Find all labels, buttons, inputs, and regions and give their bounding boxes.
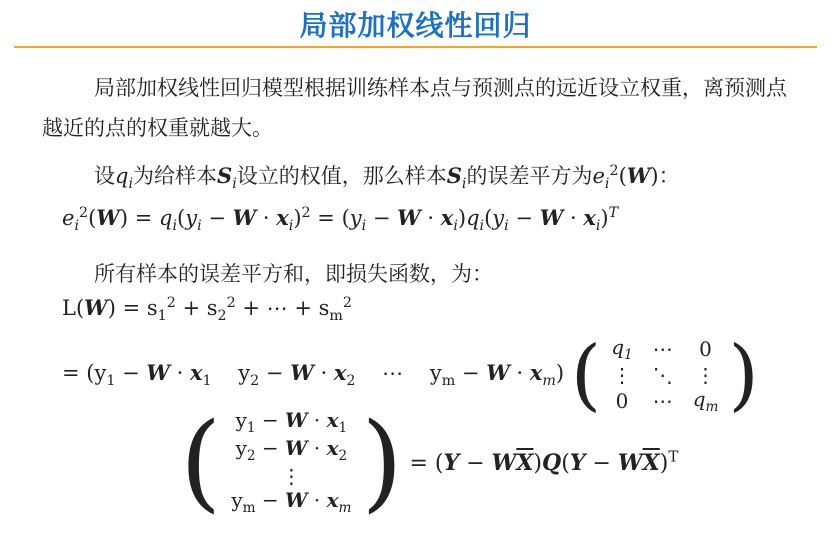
matrix-form-equation: = ($y_1 - W \cdot x_1$ $y_2 - W \cdot x_2$ ⋯ $y_m - W \cdot x_m$) ( $q_1$ ⋯ 0 ⋮ ⋱ ⋮ 0 ⋯ $q_m$ ) (62, 330, 759, 420)
weight-definition-line: 设$q_i$为给样本$S_i$设立的权值，那么样本$S_i$的误差平方为$e_i^2(W)$： (94, 163, 680, 193)
slide-title: 局部加权线性回归 (299, 9, 532, 42)
intro-paragraph: 局部加权线性回归模型根据训练样本点与预测点的远近设立权重，离预测点越近的点的权重就越大。 (42, 76, 787, 140)
loss-sum-equation: $L(W) = s_1^2 + s_2^2$ + ⋯ + $s_m^2$ (62, 295, 352, 325)
title-underline (14, 46, 817, 48)
loss-intro-text: 所有样本的误差平方和，即损失函数，为： (94, 262, 493, 286)
column-vector-equation: ( $y_1 - W \cdot x_1$ $y_2 - W \cdot x_2$ ⋮ $y_m - W \cdot x_m$ ) = $(Y - W\overline{X})Q(Y - W\overline{X})^T$ (180, 400, 679, 523)
residual-column-vector: ( $y_1 - W \cdot x_1$ $y_2 - W \cdot x_2$ ⋮ $y_m - W \cdot x_m$ ) (180, 400, 403, 523)
error-squared-equation: $e_i^2(W) = q_i(y_i - W \cdot x_i)^2 = (y_i - W \cdot x_i)q_i(y_i - W \cdot x_i)^T$ (62, 205, 619, 235)
weight-matrix: ( $q_1$ ⋯ 0 ⋮ ⋱ ⋮ 0 ⋯ $q_m$ ) (570, 330, 759, 420)
